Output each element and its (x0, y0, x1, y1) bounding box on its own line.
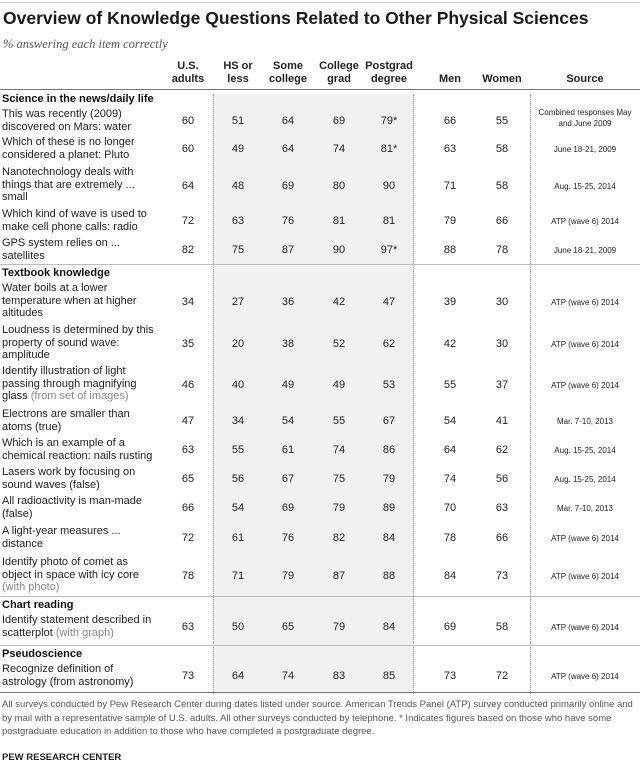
table-cell: 38 (281, 338, 295, 350)
table-cell: 64 (443, 444, 457, 456)
table-cell: 36 (281, 296, 295, 308)
column-header-line: College (319, 60, 359, 72)
source-cell: Mar. 7-10, 2013 (556, 504, 614, 513)
table-cell: 78 (181, 570, 195, 582)
table-cell: 37 (495, 379, 509, 391)
table-cell: 72 (181, 215, 195, 227)
row-label (2, 437, 160, 462)
table-cell: 80 (332, 180, 346, 192)
table-cell: 79 (382, 473, 396, 485)
table-cell: 74 (332, 143, 346, 155)
table-cell: 56 (231, 473, 245, 485)
row-label-text: Water boils at a lower temperature when at higher altitudes (2, 282, 137, 319)
table-cell: 52 (332, 338, 346, 350)
row-label (2, 237, 160, 262)
row-label-text: Identify statement described in scatterplot (2, 614, 152, 639)
table-cell: 55 (495, 115, 509, 127)
table-cell: 73 (181, 670, 195, 682)
source-cell: June 18-21, 2009 (553, 145, 617, 154)
table-cell: 65 (281, 621, 295, 633)
column-header-line: HS or (223, 60, 253, 72)
top-rule (0, 2, 640, 3)
table-cell: 34 (181, 296, 195, 308)
table-cell: 40 (231, 379, 245, 391)
table-cell: 51 (231, 115, 245, 127)
table-cell: 58 (495, 621, 509, 633)
table-cell: 79 (332, 502, 346, 514)
table-cell: 69 (281, 502, 295, 514)
row-label-text: A light-year measures ... distance (2, 525, 121, 550)
row-label (2, 408, 160, 433)
table-cell: 75 (231, 244, 245, 256)
table-cell: 72 (181, 532, 195, 544)
table-cell: 55 (443, 379, 457, 391)
table-cell: 49 (332, 379, 346, 391)
section-heading: Chart reading (2, 599, 74, 611)
table-cell: 49 (231, 143, 245, 155)
row-label-text: Loudness is determined by this property of sound wave: amplitude (2, 324, 154, 361)
table-cell: 62 (495, 444, 509, 456)
table-cell: 66 (495, 215, 509, 227)
row-label (2, 614, 160, 639)
table-cell: 55 (231, 444, 245, 456)
row-label-text: Lasers work by focusing on sound waves (false) (2, 466, 136, 491)
table-cell: 42 (332, 296, 346, 308)
table-cell: 71 (231, 570, 245, 582)
table-cell: 63 (443, 143, 457, 155)
column-divider (213, 94, 215, 694)
table-cell: 74 (281, 670, 295, 682)
column-header-7 (545, 60, 625, 86)
table-cell: 49 (281, 379, 295, 391)
table-cell: 63 (231, 215, 245, 227)
section-heading: Textbook knowledge (2, 267, 110, 279)
row-label (2, 365, 160, 403)
table-cell: 47 (181, 415, 195, 427)
table-cell: 72 (495, 670, 509, 682)
row-label (2, 166, 160, 204)
table-cell: 54 (443, 415, 457, 427)
table-cell: 65 (181, 473, 195, 485)
table-cell: 88 (382, 570, 396, 582)
row-label-note: (with photo) (2, 581, 60, 593)
column-header-line (462, 60, 542, 73)
row-label-text: Recognize definition of astrology (from astronomy) (2, 663, 134, 688)
row-label-text: Identify photo of comet as object in space with icy core (2, 556, 139, 581)
table-cell: 90 (332, 244, 346, 256)
column-header-line: Source (566, 73, 604, 85)
table-cell: 53 (382, 379, 396, 391)
row-label (2, 663, 160, 688)
source-cell: Aug. 15-25, 2014 (554, 182, 616, 191)
table-cell: 50 (231, 621, 245, 633)
column-header-line (545, 60, 625, 73)
table-cell: 54 (231, 502, 245, 514)
bottom-rule (0, 692, 640, 693)
table-cell: 60 (181, 143, 195, 155)
row-label-text: All radioactivity is man-made (false) (2, 495, 142, 520)
table-cell: 86 (382, 444, 396, 456)
row-label (2, 282, 160, 320)
source-cell: ATP (wave 6) 2014 (551, 340, 619, 349)
column-header-line: Men (439, 73, 461, 85)
source-cell: ATP (wave 6) 2014 (551, 623, 619, 632)
row-label-text: Which is an example of a chemical reaction: nails rusting (2, 437, 153, 462)
table-cell: 74 (443, 473, 457, 485)
row-label (2, 495, 160, 520)
table-cell: 78 (443, 532, 457, 544)
table-cell: 71 (443, 180, 457, 192)
source-cell: June 18-21, 2009 (553, 246, 617, 255)
column-header-line: less (227, 73, 249, 85)
column-header-line: degree (370, 73, 408, 85)
row-label-text: This was recently (2009) discovered on Mars: water (2, 108, 131, 133)
page-title: Overview of Knowledge Questions Related to Other Physical Sciences (3, 8, 589, 28)
table-cell: 78 (495, 244, 509, 256)
section-rule (0, 645, 640, 646)
table-cell: 64 (281, 143, 295, 155)
table-cell: 81 (382, 215, 396, 227)
table-cell: 85 (382, 670, 396, 682)
table-cell: 48 (231, 180, 245, 192)
column-header-line: college (269, 73, 307, 85)
source-cell: ATP (wave 6) 2014 (551, 534, 619, 543)
table-cell: 63 (181, 621, 195, 633)
table-cell: 39 (443, 296, 457, 308)
column-header-line: Some (273, 60, 303, 72)
table-cell: 76 (281, 532, 295, 544)
source-cell: ATP (wave 6) 2014 (551, 381, 619, 390)
table-cell: 84 (443, 570, 457, 582)
subtitle: % answering each item correctly (3, 37, 168, 51)
table-cell: 87 (281, 244, 295, 256)
table-cell: 58 (495, 143, 509, 155)
row-label-text: Electrons are smaller than atoms (true) (2, 408, 130, 433)
section-rule (0, 264, 640, 265)
table-cell: 60 (181, 115, 195, 127)
source-cell: Mar. 7-10, 2013 (556, 417, 614, 426)
section-heading: Science in the news/daily life (2, 93, 154, 105)
table-cell: 56 (495, 473, 509, 485)
table-cell: 54 (281, 415, 295, 427)
table-cell: 30 (495, 296, 509, 308)
source-cell: Aug. 15-25, 2014 (554, 475, 616, 484)
table-cell: 64 (181, 180, 195, 192)
table-cell: 89 (382, 502, 396, 514)
table-cell: 79 (332, 621, 346, 633)
table-cell: 27 (231, 296, 245, 308)
table-cell: 30 (495, 338, 509, 350)
table-cell: 63 (181, 444, 195, 456)
table-cell: 66 (181, 502, 195, 514)
source-cell: ATP (wave 6) 2014 (551, 298, 619, 307)
table-cell: 61 (231, 532, 245, 544)
table-cell: 66 (495, 532, 509, 544)
table-cell: 34 (231, 415, 245, 427)
table-cell: 82 (332, 532, 346, 544)
source-cell: ATP (wave 6) 2014 (551, 217, 619, 226)
column-header-line: Women (482, 73, 522, 85)
source-cell: ATP (wave 6) 2014 (551, 572, 619, 581)
table-cell: 69 (332, 115, 346, 127)
table-cell: 66 (443, 115, 457, 127)
table-cell: 81 (332, 215, 346, 227)
row-label-text: Which kind of wave is used to make cell phone calls: radio (2, 208, 147, 233)
table-cell: 55 (332, 415, 346, 427)
table-cell: 70 (443, 502, 457, 514)
column-header-line: U.S. (177, 60, 199, 72)
row-label-text: Identify illustration of light passing through magnifying glass (2, 365, 137, 402)
source-cell: Combined responses May and June 2009 (538, 108, 632, 128)
source-cell: ATP (wave 6) 2014 (551, 672, 619, 681)
row-label (2, 108, 160, 133)
table-cell: 69 (281, 180, 295, 192)
table-cell: 87 (332, 570, 346, 582)
table-cell: 84 (382, 621, 396, 633)
column-header-line: Postgrad (365, 60, 413, 72)
column-divider (413, 94, 415, 694)
table-cell: 35 (181, 338, 195, 350)
table-cell: 20 (231, 338, 245, 350)
table-cell: 74 (332, 444, 346, 456)
table-cell: 79* (380, 115, 398, 127)
table-cell: 97* (380, 244, 398, 256)
table-cell: 62 (382, 338, 396, 350)
table-cell: 64 (231, 670, 245, 682)
table-cell: 64 (281, 115, 295, 127)
row-label (2, 208, 160, 233)
table-cell: 42 (443, 338, 457, 350)
table-cell: 69 (443, 621, 457, 633)
table-cell: 90 (382, 180, 396, 192)
table-cell: 67 (281, 473, 295, 485)
table-cell: 79 (281, 570, 295, 582)
table-cell: 81* (380, 143, 398, 155)
column-header-6 (462, 60, 542, 86)
row-label-text: GPS system relies on ... satellites (2, 237, 120, 262)
header-rule (0, 89, 640, 90)
table-cell: 73 (495, 570, 509, 582)
row-label-text: Which of these is no longer considered a planet: Pluto (2, 136, 135, 161)
table-cell: 76 (281, 215, 295, 227)
row-label (2, 556, 160, 594)
table-cell: 83 (332, 670, 346, 682)
table-cell: 67 (382, 415, 396, 427)
source-cell: Aug. 15-25, 2014 (554, 446, 616, 455)
table-cell: 46 (181, 379, 195, 391)
column-header-line: grad (327, 73, 351, 85)
row-label-note: (from set of images) (30, 390, 129, 402)
section-rule (0, 596, 640, 597)
organization-label: PEW RESEARCH CENTER (2, 752, 122, 763)
table-cell: 58 (495, 180, 509, 192)
row-label-note: (with graph) (55, 626, 114, 639)
table-cell: 47 (382, 296, 396, 308)
table-cell: 79 (443, 215, 457, 227)
footnote: All surveys conducted by Pew Research Center during dates listed under source. American Trends Panel (ATP) survey conducted primarily online and by mail with a representative sample of U.S. adults. All other surveys conducted by telephone. * Indicates figures based on those who have some postgraduate education in addition to those who have completed a postgraduate degree. (2, 699, 633, 737)
row-label-text: Nanotechnology deals with things that are extremely ... small (2, 166, 135, 203)
table-cell: 63 (495, 502, 509, 514)
row-label (2, 525, 160, 550)
table-cell: 88 (443, 244, 457, 256)
table-cell: 82 (181, 244, 195, 256)
table-cell: 41 (495, 415, 509, 427)
section-heading: Pseudoscience (2, 648, 83, 660)
row-label (2, 136, 160, 161)
table-cell: 73 (443, 670, 457, 682)
row-label (2, 466, 160, 491)
table-cell: 84 (382, 532, 396, 544)
row-label (2, 324, 160, 362)
table-cell: 75 (332, 473, 346, 485)
column-header-line: adults (171, 73, 205, 85)
table-cell: 61 (281, 444, 295, 456)
